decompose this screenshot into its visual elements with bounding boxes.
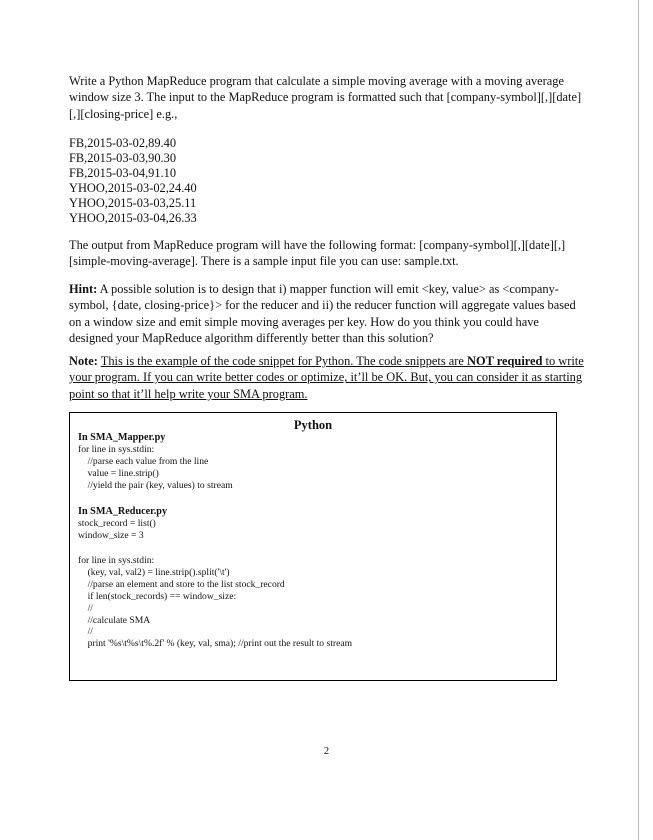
reducer-code-block [78,506,167,542]
code-box-title: Python [293,418,333,432]
sample-data-line: FB,2015-03-04,91.10 [69,166,177,180]
code-line: //parse each value from the line [78,455,209,467]
hint-text: A possible solution is to design that i) mapper function will emit <key, value> as <company-symbol, {date, closing-price}> for the reducer and ii) the reducer function will aggregate values based on a window size and emit simple moving averages per key. How do you think you could have designed your MapReduce algorithm differently better than this solution? [69,282,576,346]
code-line: value = line.strip() [78,467,159,479]
note-bold: NOT required [467,354,543,368]
hint-paragraph [69,281,584,347]
code-line: for line in sys.stdin: [78,443,155,455]
sample-data-line: YHOO,2015-03-03,25.11 [69,196,197,210]
code-line: stock_record = list() [78,517,156,529]
note-paragraph [69,353,584,402]
code-line: if len(stock_records) == window_size: [78,590,237,602]
mapper-code-block [78,432,233,492]
code-line: //yield the pair (key, values) to stream [78,479,233,491]
mapper-heading: In SMA_Mapper.py [78,432,166,443]
code-line: // [78,602,93,614]
code-line: for line in sys.stdin: [78,555,155,566]
sample-data-line: YHOO,2015-03-04,26.33 [69,211,197,225]
note-text-2: to write your program. If you can write better codes or optimize, it’ll be OK. But, you can consider it as starting point so that it’ll help write your SMA program. [69,354,584,401]
reducer-loop-block [78,555,352,650]
code-line: //parse an element and store to the list stock_record [78,578,285,590]
intro-paragraph: Write a Python MapReduce program that calculate a simple moving average with a moving average window size 3. The input to the MapReduce program is formatted such that [company-symbol][,][date][,][closing-price] e.g., [69,74,582,121]
code-snippet-box [69,412,557,681]
code-line: print '%s\t%s\t%.2f' % (key, val, sma); //print out the result to stream [78,638,353,650]
code-line: (key, val, val2) = line.strip().split('\t') [78,566,230,578]
code-line: // [78,626,93,638]
code-line: window_size = 3 [78,529,144,541]
page-right-border [638,0,639,840]
sample-data-line: FB,2015-03-02,89.40 [69,136,177,150]
output-format-paragraph: The output from MapReduce program will have the following format: [company-symbol][,][date][,][simple-moving-average]. There is a sample input file you can use: sample.txt. [69,238,566,269]
note-label: Note: [69,354,98,368]
hint-label: Hint: [69,282,98,296]
sample-data-list [69,136,197,226]
sample-data-line: YHOO,2015-03-02,24.40 [69,181,197,195]
reducer-heading: In SMA_Reducer.py [78,506,168,517]
sample-data-line: FB,2015-03-03,90.30 [69,151,177,165]
note-text-1: This is the example of the code snippet for Python. The code snippets are [100,354,468,368]
code-line: //calculate SMA [78,614,151,626]
page-number: 2 [323,746,330,757]
